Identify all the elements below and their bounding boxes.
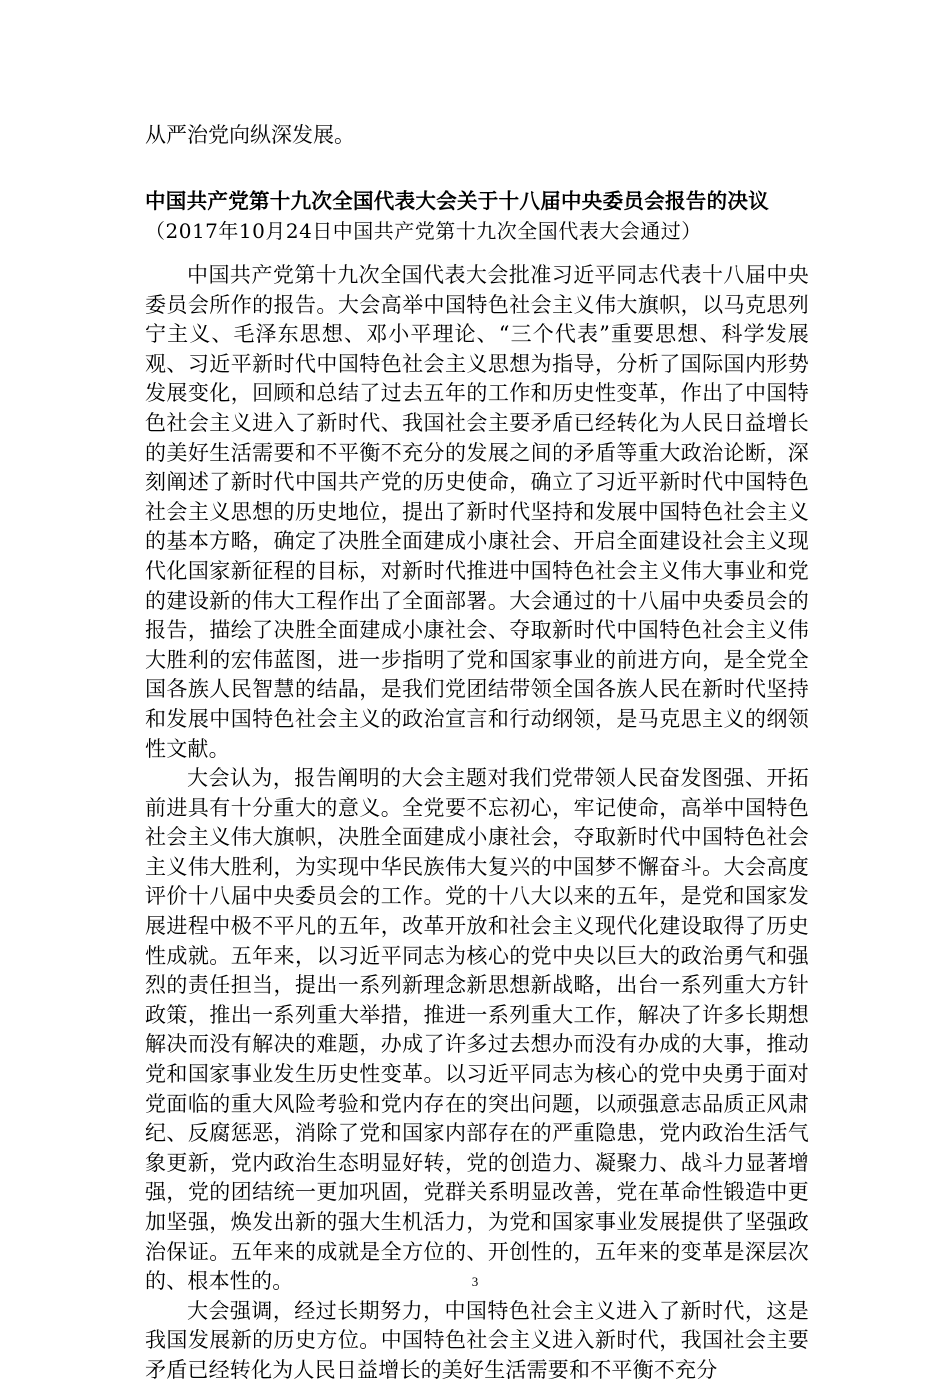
resolution-subtitle: （2017年10月24日中国共产党第十九次全国代表大会通过） (145, 219, 702, 243)
resolution-title: 中国共产党第十九次全国代表大会关于十八届中央委员会报告的决议 (145, 189, 769, 213)
body-paragraph-1: 中国共产党第十九次全国代表大会批准习近平同志代表十八届中央委员会所作的报告。大会高举中国特色社会主义伟大旗帜，以马克思列宁主义、毛泽东思想、邓小平理论、“三个代表”重要思想、科学发展观、习近平新时代中国特色社会主义思想为指导，分析了国际国内形势发展变化，回顾和总结了过去五年的工作和历史性变革，作出了中国特色社会主义进入了新时代、我国社会主要矛盾已经转化为人民日益增长的美好生活需要和不平衡不充分的发展之间的矛盾等重大政治论断，深刻阐述了新时代中国共产党的历史使命，确立了习近平新时代中国特色社会主义思想的历史地位，提出了新时代坚持和发展中国特色社会主义的基本方略，确定了决胜全面建成小康社会、开启全面建设社会主义现代化国家新征程的目标，对新时代推进中国特色社会主义伟大事业和党的建设新的伟大工程作出了全面部署。大会通过的十八届中央委员会的报告，描绘了决胜全面建成小康社会、夺取新时代中国特色社会主义伟大胜利的宏伟蓝图，进一步指明了党和国家事业的前进方向，是全党全国各族人民智慧的结晶，是我们党团结带领全国各族人民在新时代坚持和发展中国特色社会主义的政治宣言和行动纲领，是马克思主义的纲领性文献。 (145, 263, 809, 761)
page-number: 3 (471, 1274, 479, 1289)
body-paragraph-2: 大会认为，报告阐明的大会主题对我们党带领人民奋发图强、开拓前进具有十分重大的意义。全党要不忘初心，牢记使命，高举中国特色社会主义伟大旗帜，决胜全面建成小康社会，夺取新时代中国特色社会主义伟大胜利，为实现中华民族伟大复兴的中国梦不懈奋斗。大会高度评价十八届中央委员会的工作。党的十八大以来的五年，是党和国家发展进程中极不平凡的五年，改革开放和社会主义现代化建设取得了历史性成就。五年来，以习近平同志为核心的党中央以巨大的政治勇气和强烈的责任担当，提出一系列新理念新思想新战略，出台一系列重大方针政策，推出一系列重大举措，推进一系列重大工作，解决了许多长期想解决而没有解决的难题，办成了许多过去想办而没有办成的大事，推动党和国家事业发生历史性变革。以习近平同志为核心的党中央勇于面对党面临的重大风险考验和党内存在的突出问题，以顽强意志品质正风肃纪、反腐惩恶，消除了党和国家内部存在的严重隐患，党内政治生活气象更新，党内政治生态明显好转，党的创造力、凝聚力、战斗力显著增强，党的团结统一更加巩固，党群关系明显改善，党在革命性锻造中更加坚强，焕发出新的强大生机活力，为党和国家事业发展提供了坚强政治保证。五年来的成就是全方位的、开创性的，五年来的变革是深层次的、根本性的。 (145, 766, 809, 1294)
lead-line: 从严治党向纵深发展。 (145, 123, 355, 147)
document-body (145, 118, 809, 1386)
body-paragraph-3: 大会强调，经过长期努力，中国特色社会主义进入了新时代，这是我国发展新的历史方位。中国特色社会主义进入新时代，我国社会主要矛盾已经转化为人民日益增长的美好生活需要和不平衡不充分 (145, 1298, 809, 1382)
